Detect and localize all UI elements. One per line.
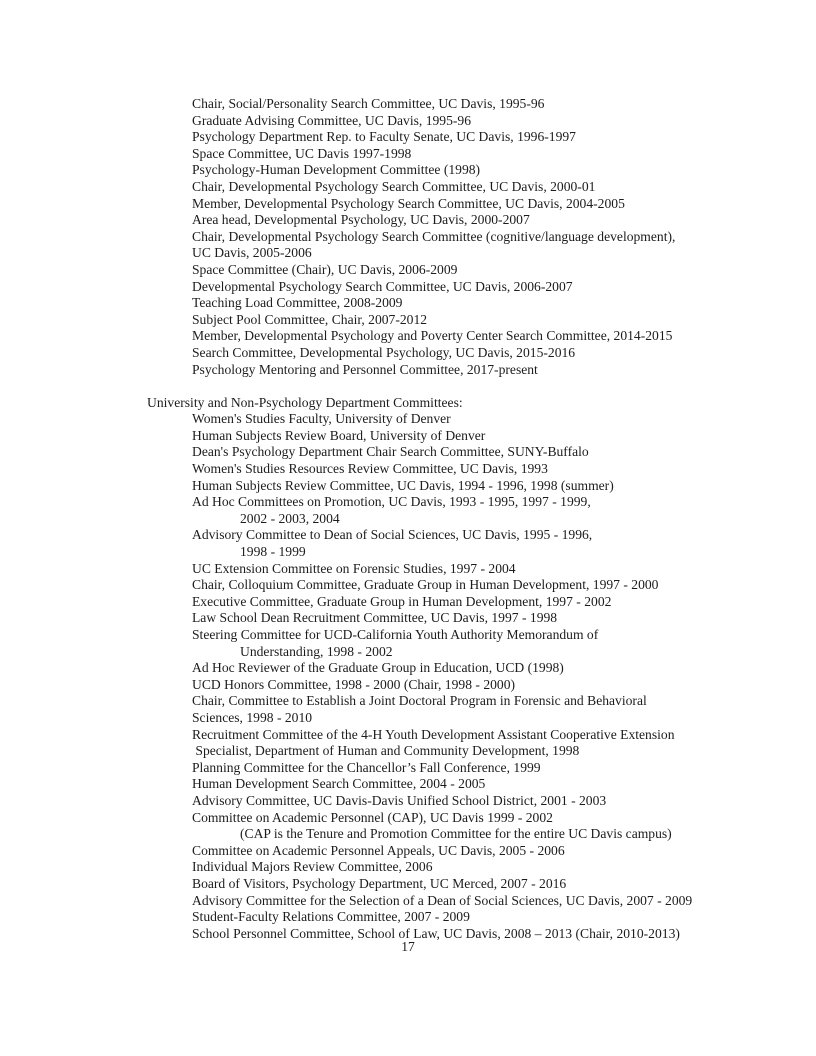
committee-line: Committee on Academic Personnel Appeals, UC Davis, 2005 - 2006 <box>192 842 565 858</box>
committee-line: 2002 - 2003, 2004 <box>240 510 340 526</box>
committee-line: Human Development Search Committee, 2004 - 2005 <box>192 776 486 792</box>
committee-line: Law School Dean Recruitment Committee, UC Davis, 1997 - 1998 <box>192 610 558 626</box>
committee-line: Board of Visitors, Psychology Department, UC Merced, 2007 - 2016 <box>192 875 567 891</box>
committee-line: Advisory Committee to Dean of Social Sciences, UC Davis, 1995 - 1996, <box>192 527 593 543</box>
committee-line: Chair, Developmental Psychology Search Committee, UC Davis, 2000-01 <box>192 178 596 194</box>
committee-line: Subject Pool Committee, Chair, 2007-2012 <box>192 311 428 327</box>
committee-line: Advisory Committee for the Selection of a Dean of Social Sciences, UC Davis, 2007 - 2009 <box>192 892 693 908</box>
committee-line: Psychology Department Rep. to Faculty Senate, UC Davis, 1996-1997 <box>192 129 576 145</box>
committee-line: Advisory Committee, UC Davis-Davis Unified School District, 2001 - 2003 <box>192 792 607 808</box>
committee-line: UC Extension Committee on Forensic Studies, 1997 - 2004 <box>192 560 516 576</box>
committee-line: Graduate Advising Committee, UC Davis, 1995-96 <box>192 112 472 128</box>
committee-line: Chair, Developmental Psychology Search Committee (cognitive/language development), <box>192 228 676 244</box>
committee-line: Ad Hoc Committees on Promotion, UC Davis, 1993 - 1995, 1997 - 1999, <box>192 494 591 510</box>
page-number: 17 <box>401 939 415 954</box>
section-university-committees <box>147 395 786 943</box>
committee-line: Sciences, 1998 - 2010 <box>192 709 313 725</box>
committee-line: Specialist, Department of Human and Community Development, 1998 <box>192 743 580 759</box>
committee-line: Chair, Committee to Establish a Joint Doctoral Program in Forensic and Behavioral <box>192 693 647 709</box>
committee-line: Chair, Colloquium Committee, Graduate Group in Human Development, 1997 - 2000 <box>192 577 659 593</box>
committee-line: Psychology Mentoring and Personnel Committee, 2017-present <box>192 361 538 377</box>
committee-line: Women's Studies Resources Review Committee, UC Davis, 1993 <box>192 461 548 477</box>
committee-line: Area head, Developmental Psychology, UC Davis, 2000-2007 <box>192 212 530 228</box>
committee-line: UCD Honors Committee, 1998 - 2000 (Chair, 1998 - 2000) <box>192 676 516 692</box>
committee-line-list <box>147 411 786 942</box>
committee-line: Human Subjects Review Board, University of Denver <box>192 427 486 443</box>
section-heading: University and Non-Psychology Department Committees: <box>147 394 463 410</box>
committee-line: Dean's Psychology Department Chair Search Committee, SUNY-Buffalo <box>192 444 589 460</box>
committee-line: Developmental Psychology Search Committee, UC Davis, 2006-2007 <box>192 278 573 294</box>
committee-line: Ad Hoc Reviewer of the Graduate Group in Education, UCD (1998) <box>192 660 564 676</box>
committee-line: School Personnel Committee, School of Law, UC Davis, 2008 – 2013 (Chair, 2010-2013) <box>192 925 680 941</box>
committee-line: Human Subjects Review Committee, UC Davis, 1994 - 1996, 1998 (summer) <box>192 477 614 493</box>
section-psychology-department-committees <box>147 96 786 378</box>
committee-line: Steering Committee for UCD-California Youth Authority Memorandum of <box>192 627 599 642</box>
committee-line: Committee on Academic Personnel (CAP), UC Davis 1999 - 2002 <box>192 809 553 825</box>
committee-line: Psychology-Human Development Committee (1998) <box>192 162 481 178</box>
committee-line: Women's Studies Faculty, University of Denver <box>192 411 451 427</box>
committee-line-list <box>147 96 786 378</box>
committee-line: Search Committee, Developmental Psychology, UC Davis, 2015-2016 <box>192 344 576 360</box>
committee-line: Recruitment Committee of the 4-H Youth Development Assistant Cooperative Extension <box>192 726 675 742</box>
committee-line: Understanding, 1998 - 2002 <box>240 643 393 659</box>
committee-line: Executive Committee, Graduate Group in Human Development, 1997 - 2002 <box>192 593 612 609</box>
committee-line: UC Davis, 2005-2006 <box>192 245 312 261</box>
committee-line: Student-Faculty Relations Committee, 2007 - 2009 <box>192 909 470 925</box>
committee-line: Individual Majors Review Committee, 2006 <box>192 859 433 875</box>
committee-line: 1998 - 1999 <box>240 544 306 560</box>
committee-line: Chair, Social/Personality Search Committee, UC Davis, 1995-96 <box>192 96 545 111</box>
committee-line: Member, Developmental Psychology Search Committee, UC Davis, 2004-2005 <box>192 195 625 211</box>
committee-line: (CAP is the Tenure and Promotion Committee for the entire UC Davis campus) <box>240 826 672 842</box>
committee-line: Planning Committee for the Chancellor’s Fall Conference, 1999 <box>192 759 541 775</box>
committee-line: Teaching Load Committee, 2008-2009 <box>192 295 403 311</box>
committee-line: Member, Developmental Psychology and Poverty Center Search Committee, 2014-2015 <box>192 328 673 344</box>
committee-line: Space Committee, UC Davis 1997-1998 <box>192 145 412 161</box>
committee-line: Space Committee (Chair), UC Davis, 2006-2009 <box>192 261 458 277</box>
